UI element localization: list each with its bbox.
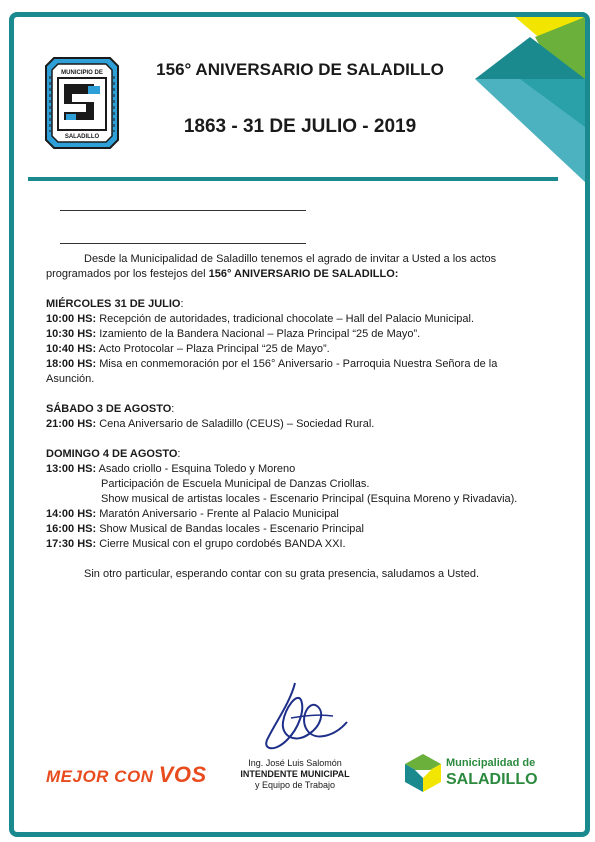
seal-text-top: MUNICIPIO DE: [61, 70, 103, 76]
day-heading: MIÉRCOLES 31 DE JULIO:: [46, 298, 184, 310]
recipient-line-2: [60, 243, 306, 244]
schedule-item: 16:00 HS: Show Musical de Bandas locales - Escenario Principal: [46, 523, 364, 535]
intro-paragraph: [46, 252, 546, 282]
intro-bold: 156° ANIVERSARIO DE SALADILLO:: [208, 268, 399, 280]
schedule-item: 18:00 HS: Misa en conmemoración por el 156° Aniversario - Parroquia Nuestra Señora de la Asunción.: [46, 358, 498, 385]
municipal-seal-icon: [44, 56, 120, 150]
schedule-item: 13:00 HS: Asado criollo - Esquina Toledo y Moreno: [46, 463, 296, 475]
day-heading: DOMINGO 4 DE AGOSTO:: [46, 448, 181, 460]
schedule-item: Show musical de artistas locales - Escenario Principal (Esquina Moreno y Rivadavia).: [101, 493, 518, 505]
intro-text: Desde la Municipalidad de Saladillo tenemos el agrado de invitar a Usted a los actos programados por los festejos del: [46, 253, 497, 280]
schedule-item: 14:00 HS: Maratón Aniversario - Frente al Palacio Municipal: [46, 508, 339, 520]
page-title: 156° ANIVERSARIO DE SALADILLO: [156, 60, 444, 79]
invitation-body: [46, 252, 546, 582]
day-heading: SÁBADO 3 DE AGOSTO:: [46, 403, 175, 415]
municipality-name-line1: Municipalidad de: [446, 757, 536, 769]
closing-paragraph: Sin otro particular, esperando contar con su grata presencia, saludamos a Usted.: [84, 568, 480, 580]
schedule-item: 21:00 HS: Cena Aniversario de Saladillo (CEUS) – Sociedad Rural.: [46, 418, 375, 430]
signatory-role: INTENDENTE MUNICIPAL: [240, 769, 350, 779]
schedule-item: 17:30 HS: Cierre Musical con el grupo cordobés BANDA XXI.: [46, 538, 346, 550]
signatory-team: y Equipo de Trabajo: [254, 780, 336, 790]
signature-block: [210, 758, 380, 791]
municipality-name-line2: SALADILLO: [446, 771, 538, 788]
signatory-name: Ing. José Luis Salomón: [248, 758, 342, 768]
schedule-item: 10:00 HS: Recepción de autoridades, tradicional chocolate – Hall del Palacio Municipal.: [46, 313, 475, 325]
schedule-item: Participación de Escuela Municipal de Danzas Criollas.: [101, 478, 370, 490]
header-rule: [28, 177, 558, 181]
signature-icon: [255, 678, 355, 760]
slogan: MEJOR CON VOS: [46, 762, 207, 787]
schedule-item: 10:30 HS: Izamiento de la Bandera Nacional – Plaza Principal “25 de Mayo”.: [46, 328, 421, 340]
seal-text-bottom: SALADILLO: [64, 134, 100, 140]
schedule-item: 10:40 HS: Acto Protocolar – Plaza Principal “25 de Mayo”.: [46, 343, 330, 355]
date-line: 1863 - 31 DE JULIO - 2019: [183, 116, 417, 137]
recipient-line-1: [60, 210, 306, 211]
corner-decoration: [475, 17, 585, 182]
municipality-logo-icon: [403, 752, 443, 794]
